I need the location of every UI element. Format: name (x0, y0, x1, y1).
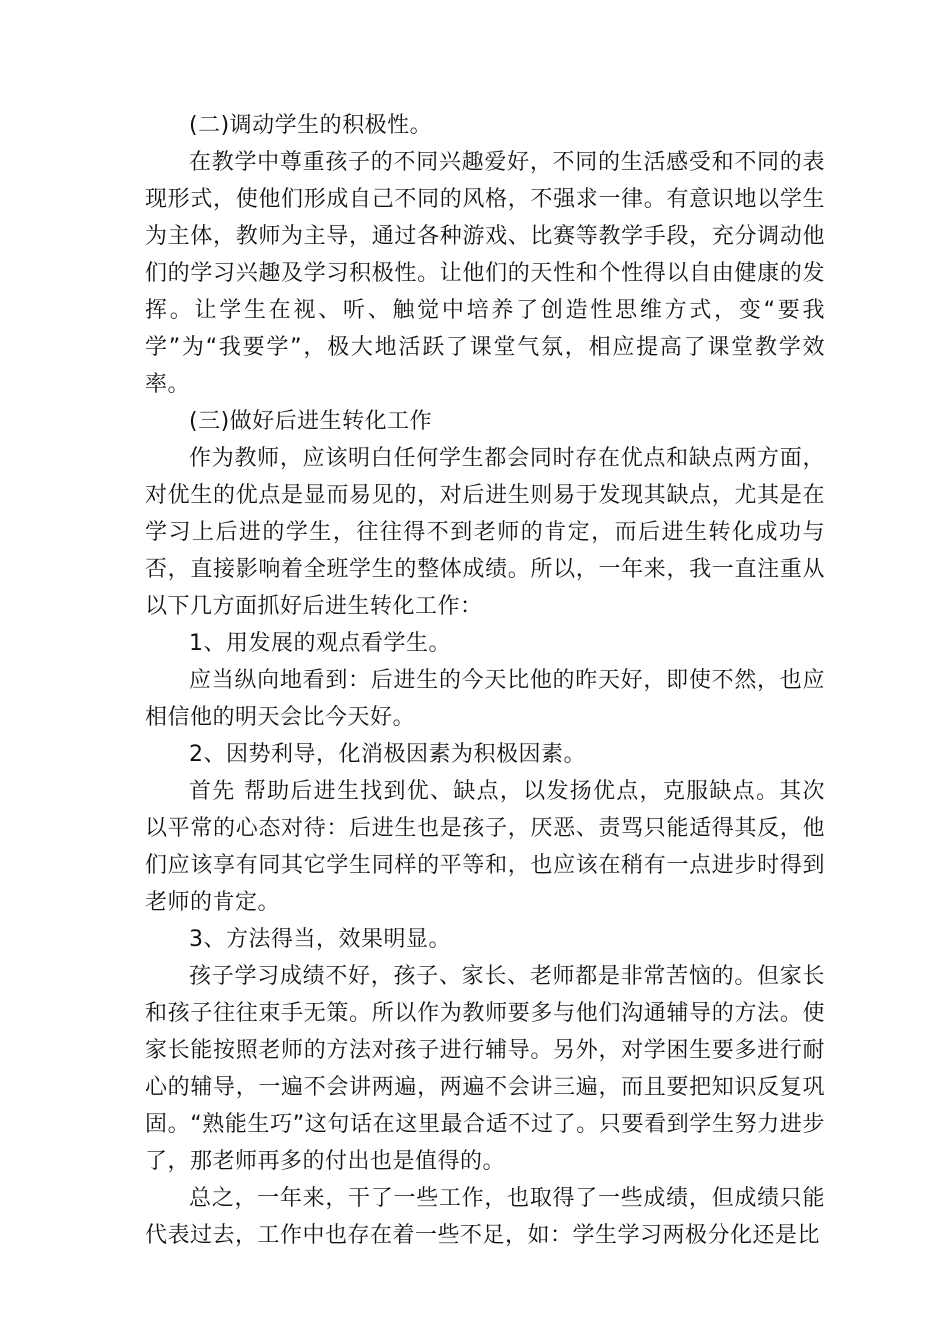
paragraph-summary: 总之，一年来，干了一些工作，也取得了一些成绩，但成绩只能代表过去，工作中也存在着一些不足，如：学生学习两极分化还是比 (145, 1186, 825, 1248)
list-item-3-body: 孩子学习成绩不好，孩子、家长、老师都是非常苦恼的。但家长和孩子往往束手无策。所以作为教师要多与他们沟通辅导的方法。使家长能按照老师的方法对孩子进行辅导。另外，对学困生要多进行耐心的辅导，一遍不会讲两遍，两遍不会讲三遍，而且要把知识反复巩固。“熟能生巧”这句话在这里最合适不过了。只要看到学生努力进步了，那老师再多的付出也是值得的。 (145, 964, 825, 1174)
paragraph-teacher-role: 作为教师，应该明白任何学生都会同时存在优点和缺点两方面，对优生的优点是显而易见的，对后进生则易于发现其缺点，尤其是在学习上后进的学生，往往得不到老师的肯定，而后进生转化成功与否，直接影响着全班学生的整体成绩。所以，一年来，我一直注重从以下几方面抓好后进生转化工作： (145, 446, 825, 619)
heading-underachiever-work: (三)做好后进生转化工作 (189, 409, 433, 434)
list-item-1-heading: 1、用发展的观点看学生。 (189, 631, 451, 656)
list-item-1-body: 应当纵向地看到：后进生的今天比他的昨天好，即使不然，也应相信他的明天会比今天好。 (145, 668, 825, 730)
list-item-2-body: 首先 帮助后进生找到优、缺点，以发扬优点，克服缺点。其次以平常的心态对待：后进生也是孩子，厌恶、责骂只能适得其反，他们应该享有同其它学生同样的平等和，也应该在稍有一点进步时得到老师的肯定。 (145, 779, 825, 915)
document-body (145, 107, 825, 1254)
list-item-3-heading: 3、方法得当，效果明显。 (189, 927, 451, 952)
list-item-2-heading: 2、因势利导，化消极因素为积极因素。 (189, 742, 586, 767)
paragraph-respect-interests: 在教学中尊重孩子的不同兴趣爱好，不同的生活感受和不同的表现形式，使他们形成自己不同的风格，不强求一律。有意识地以学生为主体，教师为主导，通过各种游戏、比赛等教学手段，充分调动他们的学习兴趣及学习积极性。让他们的天性和个性得以自由健康的发挥。让学生在视、听、触觉中培养了创造性思维方式，变“要我学”为“我要学”，极大地活跃了课堂气氛，相应提高了课堂教学效率。 (145, 150, 825, 397)
heading-mobilize-students: (二)调动学生的积极性。 (189, 113, 433, 138)
